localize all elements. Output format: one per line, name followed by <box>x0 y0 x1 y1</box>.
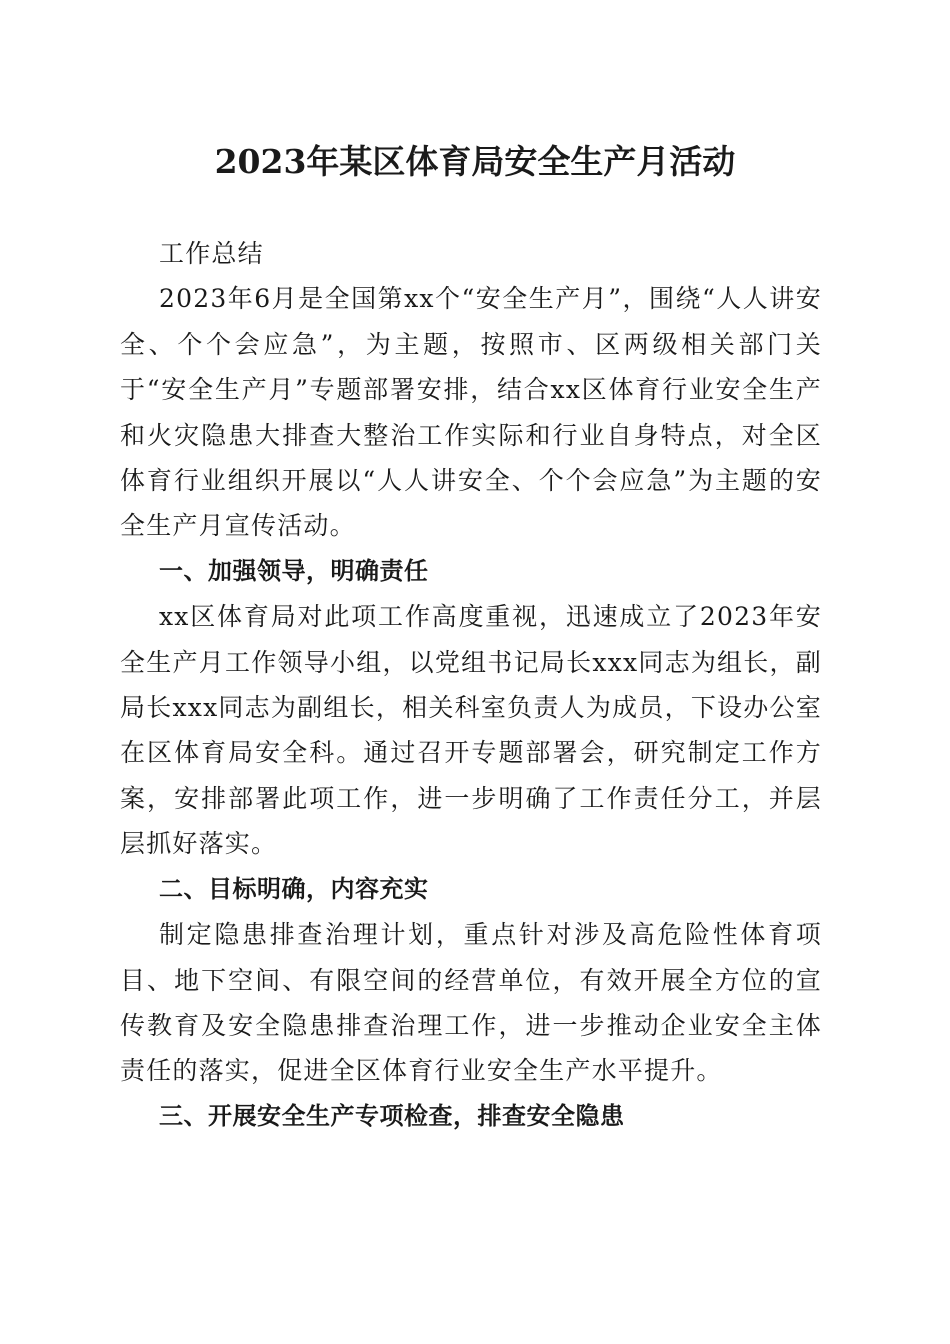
section-1-heading: 一、加强领导，明确责任 <box>159 556 429 585</box>
section-1-paragraph: xx区体育局对此项工作高度重视，迅速成立了2023年安全生产月工作领导小组，以党组书记局长xxx同志为组长，副局长xxx同志为副组长，相关科室负责人为成员，下设办公室在区体育局安全科。通过召开专题部署会，研究制定工作方案，安排部署此项工作，进一步明确了工作责任分工，并层层抓好落实。 <box>120 602 822 859</box>
intro-paragraph: 2023年6月是全国第xx个“安全生产月”，围绕“人人讲安全、个个会应急”，为主题，按照市、区两级相关部门关于“安全生产月”专题部署安排，结合xx区体育行业安全生产和火灾隐患大排查大整治工作实际和行业自身特点，对全区体育行业组织开展以“人人讲安全、个个会应急”为主题的安全生产月宣传活动。 <box>120 284 822 541</box>
section-3-heading: 三、开展安全生产专项检查，排查安全隐患 <box>159 1101 625 1130</box>
section-2-heading: 二、目标明确，内容充实 <box>159 874 429 903</box>
section-2-paragraph: 制定隐患排查治理计划，重点针对涉及高危险性体育项目、地下空间、有限空间的经营单位，有效开展全方位的宣传教育及安全隐患排查治理工作，进一步推动企业安全主体责任的落实，促进全区体育行业安全生产水平提升。 <box>120 920 822 1086</box>
document-body <box>120 231 822 1139</box>
document-subtitle: 工作总结 <box>159 239 264 268</box>
document-title: 2023年某区体育局安全生产月活动 <box>214 142 736 181</box>
